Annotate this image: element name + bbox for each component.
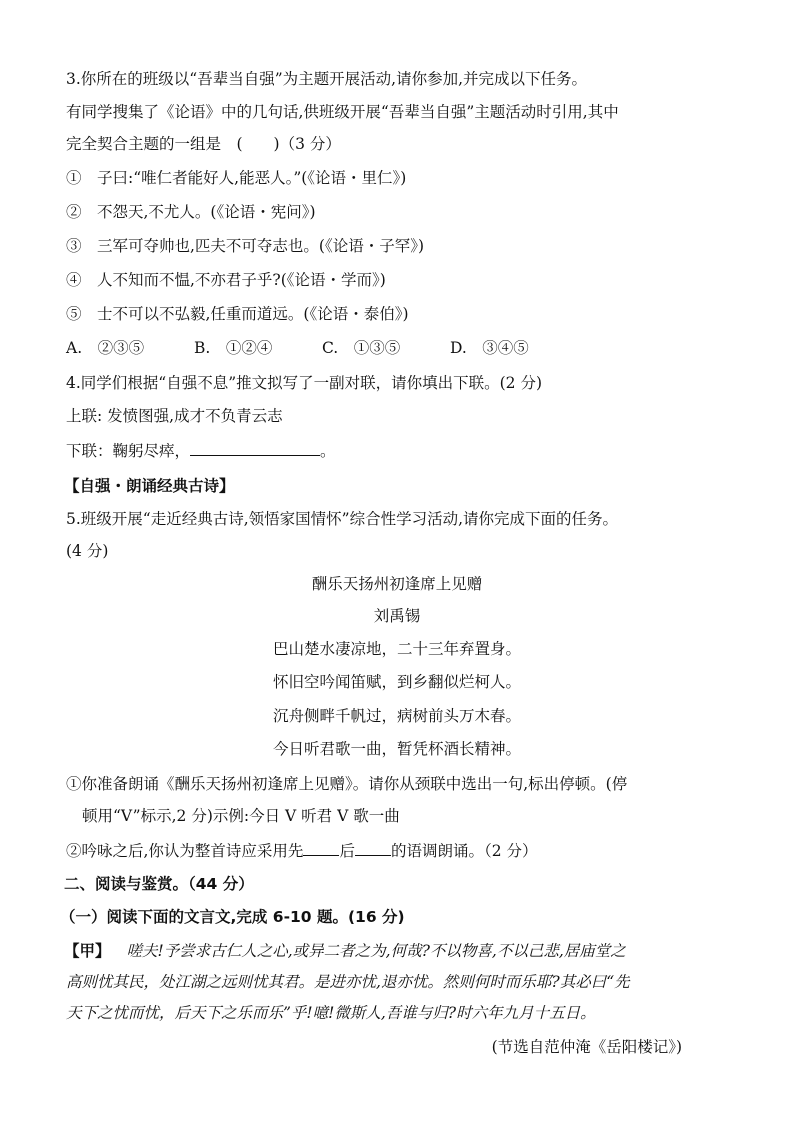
poem-line-2: 怀旧空吟闻笛赋，到乡翻似烂柯人。	[272, 673, 521, 691]
q4-stem: 4.同学们根据“自强不息”推文拟写了一副对联，请你填出下联。(2 分)	[66, 374, 543, 392]
passage-source: (节选自范仲淹《岳阳楼记》)	[491, 1038, 682, 1056]
q3-intro-line2: 完全契合主题的一组是 ( )（3 分）	[66, 135, 341, 153]
poem-line-3: 沉舟侧畔千帆过，病树前头万木春。	[272, 707, 521, 725]
q3-option-c: C. ①③⑤	[322, 339, 401, 357]
q4-answer-blank[interactable]	[190, 439, 320, 456]
q3-item-4: ④ 人不知而不愠,不亦君子乎?(《论语・学而》)	[66, 271, 386, 289]
q3-option-d: D. ③④⑤	[450, 339, 529, 357]
q4-lower-couplet	[66, 439, 336, 462]
passage-text-1: 嗟夫!予尝求古仁人之心,或异二者之为,何哉?不以物喜,不以己悲,居庙堂之	[126, 942, 626, 960]
section-heading: 【自强・朗诵经典古诗】	[64, 477, 235, 495]
poem-author: 刘禹锡	[373, 607, 421, 625]
q5-blank-second[interactable]	[355, 839, 391, 856]
q3-option-a: A. ②③⑤	[66, 339, 145, 357]
q3-option-b: B. ①②④	[194, 339, 273, 357]
poem-line-4: 今日听君歌一曲，暂凭杯酒长精神。	[272, 740, 521, 758]
q5-task2-mid: 后	[339, 842, 355, 860]
q5-stem-line1: 5.班级开展“走近经典古诗,领悟家国情怀”综合性学习活动,请你完成下面的任务。	[66, 510, 618, 528]
q3-options	[66, 337, 529, 359]
passage-line-3: 天下之忧而忧，后天下之乐而乐”乎!噫!微斯人,吾谁与归?时六年九月十五日。	[66, 1004, 596, 1022]
q4-lower-suffix: 。	[320, 442, 336, 460]
q5-task1-line1: ①你准备朗诵《酬乐天扬州初逢席上见赠》。请你从颈联中选出一句,标出停顿。(停	[66, 775, 628, 793]
q4-upper-couplet: 上联: 发愤图强,成才不负青云志	[66, 407, 283, 425]
q3-item-1: ① 子曰:“唯仁者能好人,能恶人。”(《论语・里仁》)	[66, 169, 407, 187]
passage-jia-label: 【甲】	[64, 942, 111, 960]
q5-task1-line2: 顿用“V”标示,2 分)示例:今日 V 听君 V 歌一曲	[82, 807, 400, 825]
part2-subheading: （一）阅读下面的文言文,完成 6-10 题。(16 分)	[60, 908, 405, 926]
q5-blank-first[interactable]	[303, 839, 339, 856]
q5-task2	[66, 839, 538, 862]
q3-item-3: ③ 三军可夺帅也,匹夫不可夺志也。(《论语・子罕》)	[66, 237, 425, 255]
poem-title: 酬乐天扬州初逢席上见赠	[311, 575, 483, 593]
q3-stem: 3.你所在的班级以“吾辈当自强”为主题开展活动,请你参加,并完成以下任务。	[66, 70, 587, 88]
q3-item-5: ⑤ 士不可以不弘毅,任重而道远。(《论语・泰伯》)	[66, 305, 409, 323]
q3-item-2: ② 不怨天,不尤人。(《论语・宪问》)	[66, 203, 316, 221]
passage-line-1	[64, 940, 626, 962]
poem-line-1: 巴山楚水凄凉地，二十三年弃置身。	[272, 640, 521, 658]
q3-intro-line1: 有同学搜集了《论语》中的几句话,供班级开展“吾辈当自强”主题活动时引用,其中	[66, 103, 619, 121]
q5-task2-suffix: 的语调朗诵。（2 分）	[390, 842, 538, 860]
q5-task2-prefix: ②吟咏之后,你认为整首诗应采用先	[66, 842, 304, 860]
part2-heading: 二、阅读与鉴赏。（44 分）	[64, 875, 254, 893]
q4-lower-prefix: 下联：鞠躬尽瘁，	[66, 442, 191, 460]
q5-stem-line2: (4 分)	[66, 542, 109, 560]
passage-line-2: 高则忧其民，处江湖之远则忧其君。是进亦忧,退亦忧。然则何时而乐耶?其必曰“先	[66, 973, 630, 991]
